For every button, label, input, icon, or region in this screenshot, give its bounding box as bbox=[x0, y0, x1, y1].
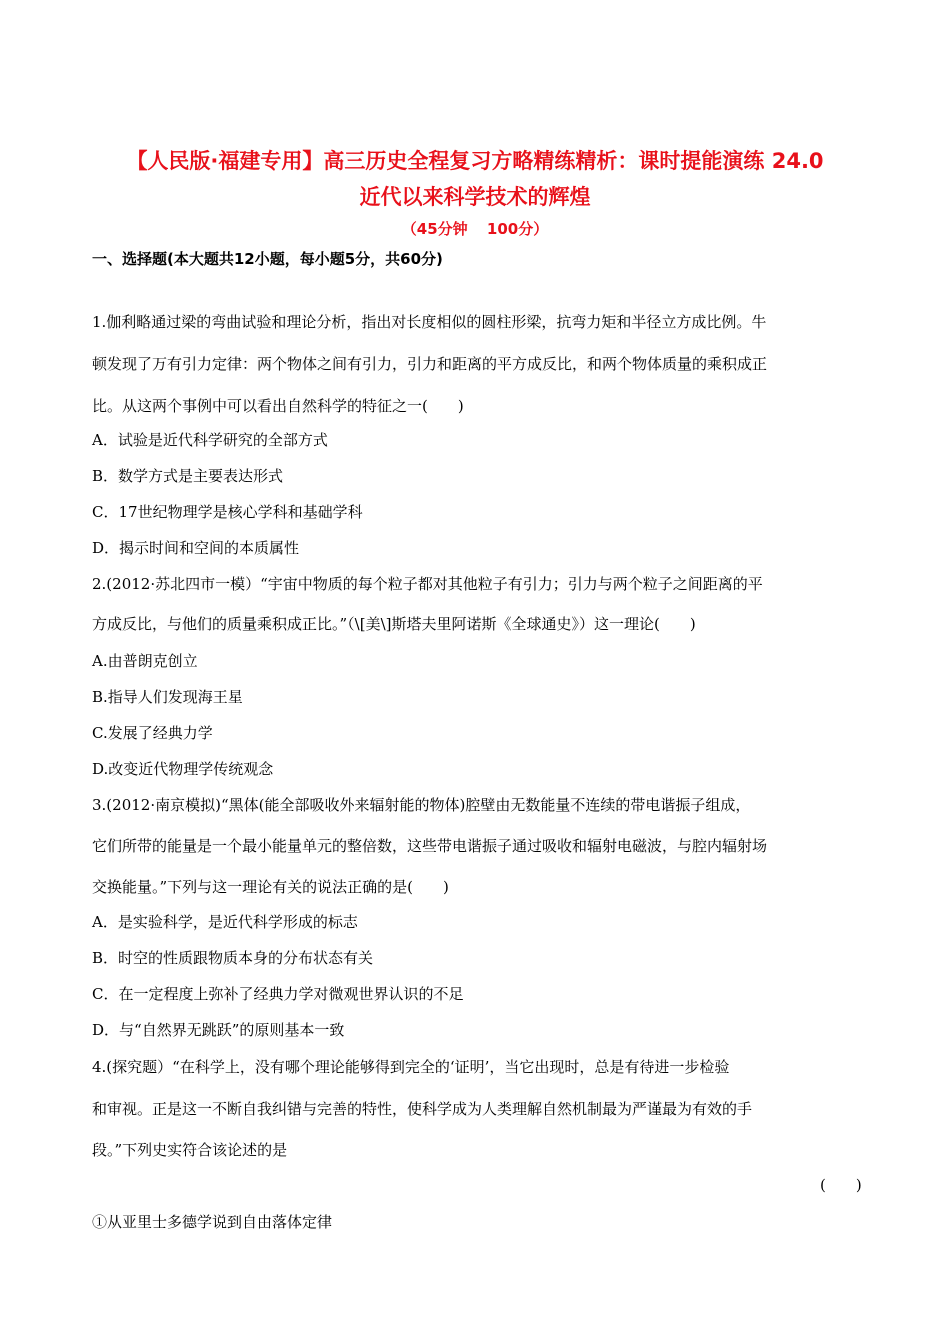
question-2-option-b: B.指导人们发现海王星 bbox=[92, 688, 243, 706]
question-2-stem-line-2: 方成反比，与他们的质量乘积成正比。”（\[美\]斯塔夫里阿诺斯《全球通史》）这一理论( ) bbox=[92, 615, 696, 633]
question-3-option-c: C．在一定程度上弥补了经典力学对微观世界认识的不足 bbox=[92, 985, 464, 1003]
question-2-option-c: C.发展了经典力学 bbox=[92, 724, 213, 742]
question-2-option-d: D.改变近代物理学传统观念 bbox=[92, 760, 274, 778]
exam-duration-score: （45分钟 100分） bbox=[401, 220, 549, 238]
question-3-option-a: A．是实验科学，是近代科学形成的标志 bbox=[92, 913, 358, 931]
question-1-stem-line-1: 1.伽利略通过梁的弯曲试验和理论分析，指出对长度相似的圆柱形梁，抗弯力矩和半径立方成比例。牛 bbox=[92, 313, 767, 331]
question-3-stem-line-2: 它们所带的能量是一个最小能量单元的整倍数，这些带电谐振子通过吸收和辐射电磁波，与腔内辐射场 bbox=[92, 837, 768, 855]
section-heading: 一、选择题(本大题共12小题，每小题5分，共60分) bbox=[92, 250, 443, 268]
question-2-stem-line-1: 2.(2012·苏北四市一模）“宇宙中物质的每个粒子都对其他粒子有引力；引力与两个粒子之间距离的平 bbox=[92, 575, 763, 593]
question-1-stem-line-3: 比。从这两个事例中可以看出自然科学的特征之一( ) bbox=[92, 397, 464, 415]
question-3-stem-line-1: 3.(2012·南京模拟)“黑体(能全部吸收外来辐射能的物体)腔壁由无数能量不连续的带电谐振子组成， bbox=[92, 796, 751, 814]
question-3-stem-line-3: 交换能量。”下列与这一理论有关的说法正确的是( ) bbox=[92, 878, 449, 896]
question-4-stem-line-2: 和审视。正是这一不断自我纠错与完善的特性，使科学成为人类理解自然机制最为严谨最为有效的手 bbox=[92, 1100, 753, 1118]
question-1-option-d: D．揭示时间和空间的本质属性 bbox=[92, 539, 300, 557]
document-title-line-1: 【人民版·福建专用】高三历史全程复习方略精练精析：课时提能演练 24.0 bbox=[126, 149, 824, 173]
question-1-option-a: A．试验是近代科学研究的全部方式 bbox=[92, 431, 328, 449]
question-3-option-b: B．时空的性质跟物质本身的分布状态有关 bbox=[92, 949, 374, 967]
question-4-stem-line-1: 4.(探究题）“在科学上，没有哪个理论能够得到完全的‘证明’，当它出现时，总是有待进一步检验 bbox=[92, 1058, 730, 1076]
question-3-option-d: D．与“自然界无跳跃”的原则基本一致 bbox=[92, 1021, 345, 1039]
question-4-option-1: ①从亚里士多德学说到自由落体定律 bbox=[92, 1213, 333, 1231]
question-1-option-b: B．数学方式是主要表达形式 bbox=[92, 467, 284, 485]
document-title-line-2: 近代以来科学技术的辉煌 bbox=[359, 185, 591, 209]
question-2-option-a: A.由普朗克创立 bbox=[92, 652, 198, 670]
question-1-option-c: C．17世纪物理学是核心学科和基础学科 bbox=[92, 503, 363, 521]
question-1-stem-line-2: 顿发现了万有引力定律：两个物体之间有引力，引力和距离的平方成反比，和两个物体质量的乘积成正 bbox=[92, 355, 768, 373]
question-4-answer-blank: ( ) bbox=[820, 1176, 862, 1194]
question-4-stem-line-3: 段。”下列史实符合该论述的是 bbox=[92, 1141, 288, 1159]
